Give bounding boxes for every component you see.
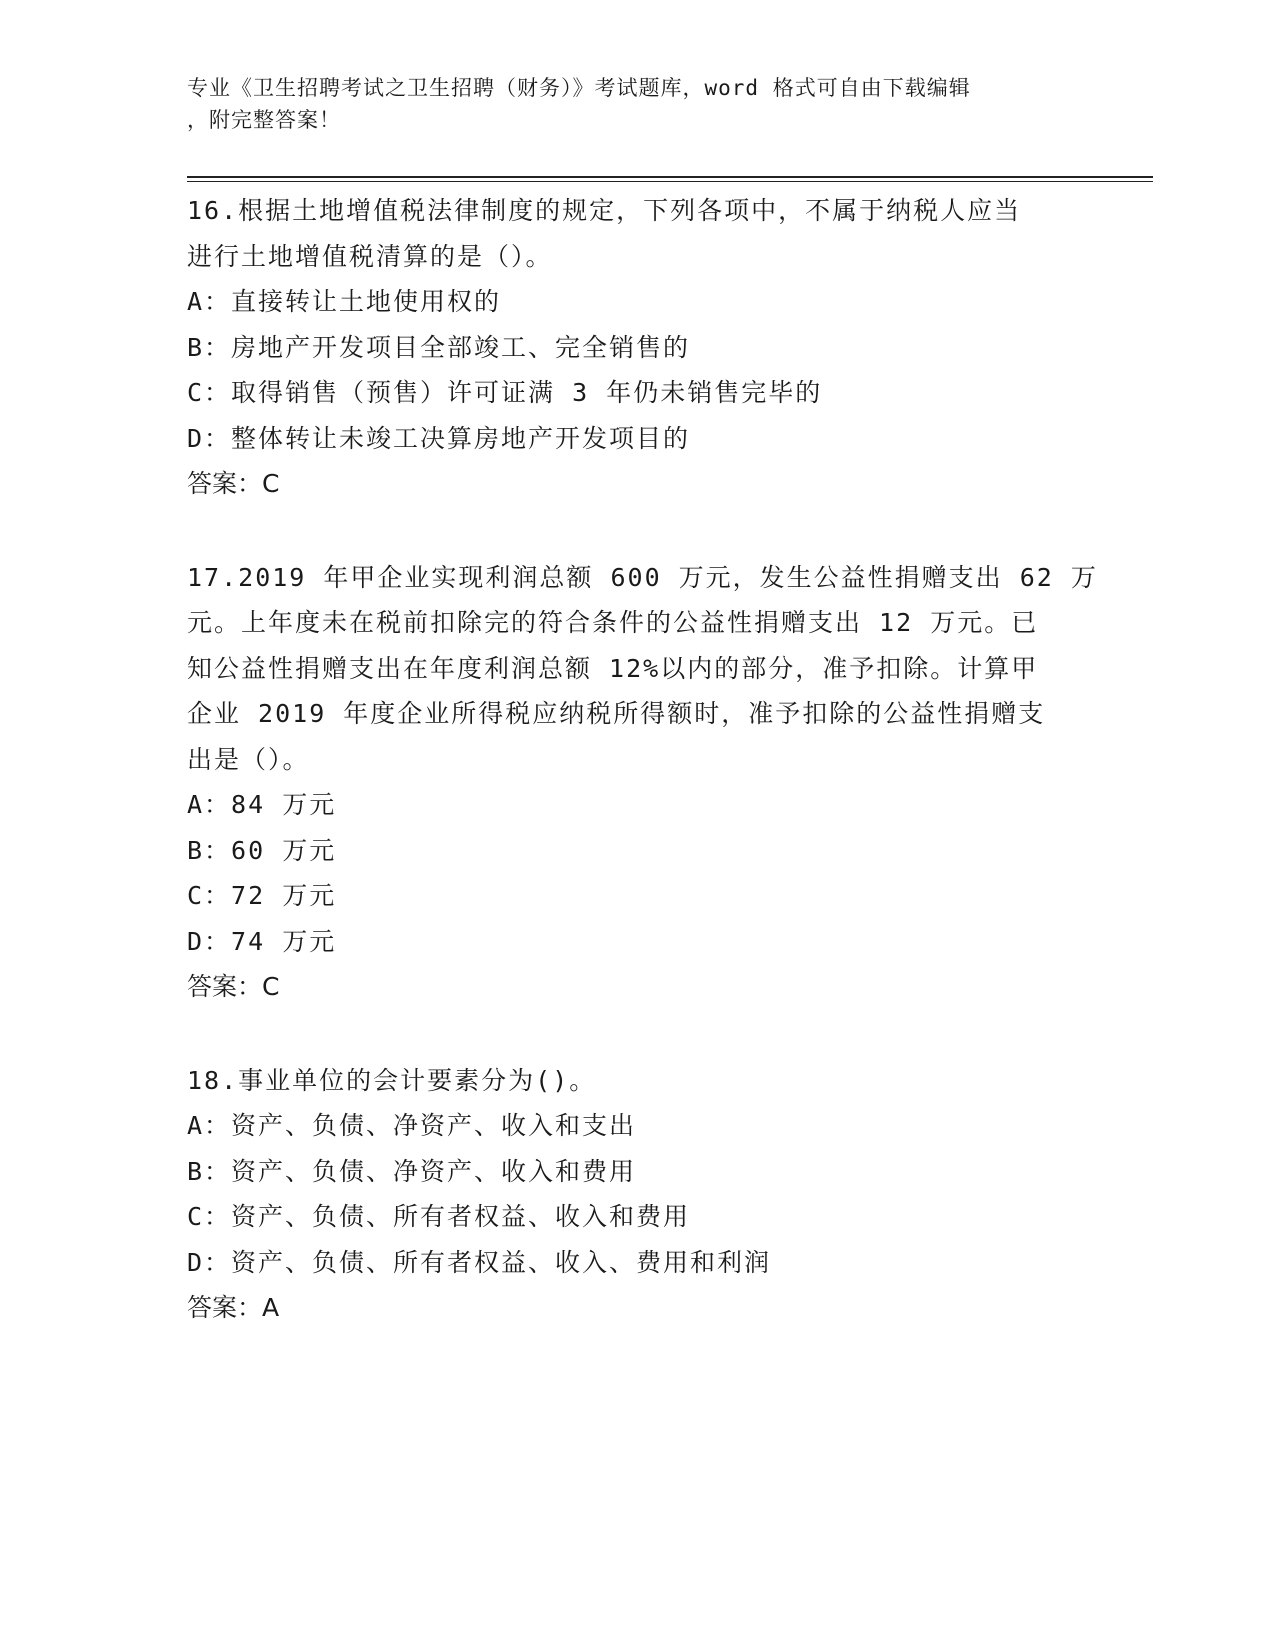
question-17 — [187, 555, 1098, 1010]
option-a: A：资产、负债、净资产、收入和支出 — [187, 1111, 637, 1140]
header-divider-thin — [187, 181, 1153, 182]
option-d: D：资产、负债、所有者权益、收入、费用和利润 — [187, 1247, 772, 1277]
header-line: ，附完整答案！ — [187, 108, 341, 132]
option-b: B：资产、负债、净资产、收入和费用 — [187, 1156, 637, 1186]
question-stem-line: 16.根据土地增值税法律制度的规定，下列各项中，不属于纳税人应当 — [187, 196, 1022, 225]
option-d: D：74 万元 — [187, 926, 337, 956]
header-line: 专业《卫生招聘考试之卫生招聘（财务）》考试题库，word 格式可自由下载编辑 — [187, 76, 971, 100]
header-divider-thick — [187, 176, 1153, 178]
question-18 — [187, 1058, 1087, 1331]
question-stem-line: 企业 2019 年度企业所得税应纳税所得额时，准予扣除的公益性捐赠支 — [187, 699, 1046, 728]
option-b: B：60 万元 — [187, 835, 337, 865]
question-16 — [187, 188, 1087, 507]
question-stem-line: 进行土地增值税清算的是（）。 — [187, 241, 553, 271]
question-stem-line: 知公益性捐赠支出在年度利润总额 12%以内的部分，准予扣除。计算甲 — [187, 653, 1039, 683]
question-stem-line: 18.事业单位的会计要素分为()。 — [187, 1065, 597, 1095]
answer: 答案：C — [187, 972, 280, 1001]
option-d: D：整体转让未竣工决算房地产开发项目的 — [187, 423, 691, 453]
question-stem-line: 元。上年度未在税前扣除完的符合条件的公益性捐赠支出 12 万元。已 — [187, 608, 1039, 637]
option-c: C：取得销售（预售）许可证满 3 年仍未销售完毕的 — [187, 378, 823, 407]
answer: 答案：C — [187, 469, 280, 498]
question-list — [187, 188, 1098, 1379]
option-b: B：房地产开发项目全部竣工、完全销售的 — [187, 332, 691, 362]
option-c: C：资产、负债、所有者权益、收入和费用 — [187, 1202, 691, 1231]
answer: 答案：A — [187, 1293, 280, 1322]
question-stem-line: 17.2019 年甲企业实现利润总额 600 万元，发生公益性捐赠支出 62 万 — [187, 562, 1098, 592]
question-stem-line: 出是（）。 — [187, 744, 310, 774]
document-header — [187, 72, 1067, 136]
option-a: A：84 万元 — [187, 790, 337, 819]
option-c: C：72 万元 — [187, 881, 337, 910]
option-a: A：直接转让土地使用权的 — [187, 287, 502, 316]
